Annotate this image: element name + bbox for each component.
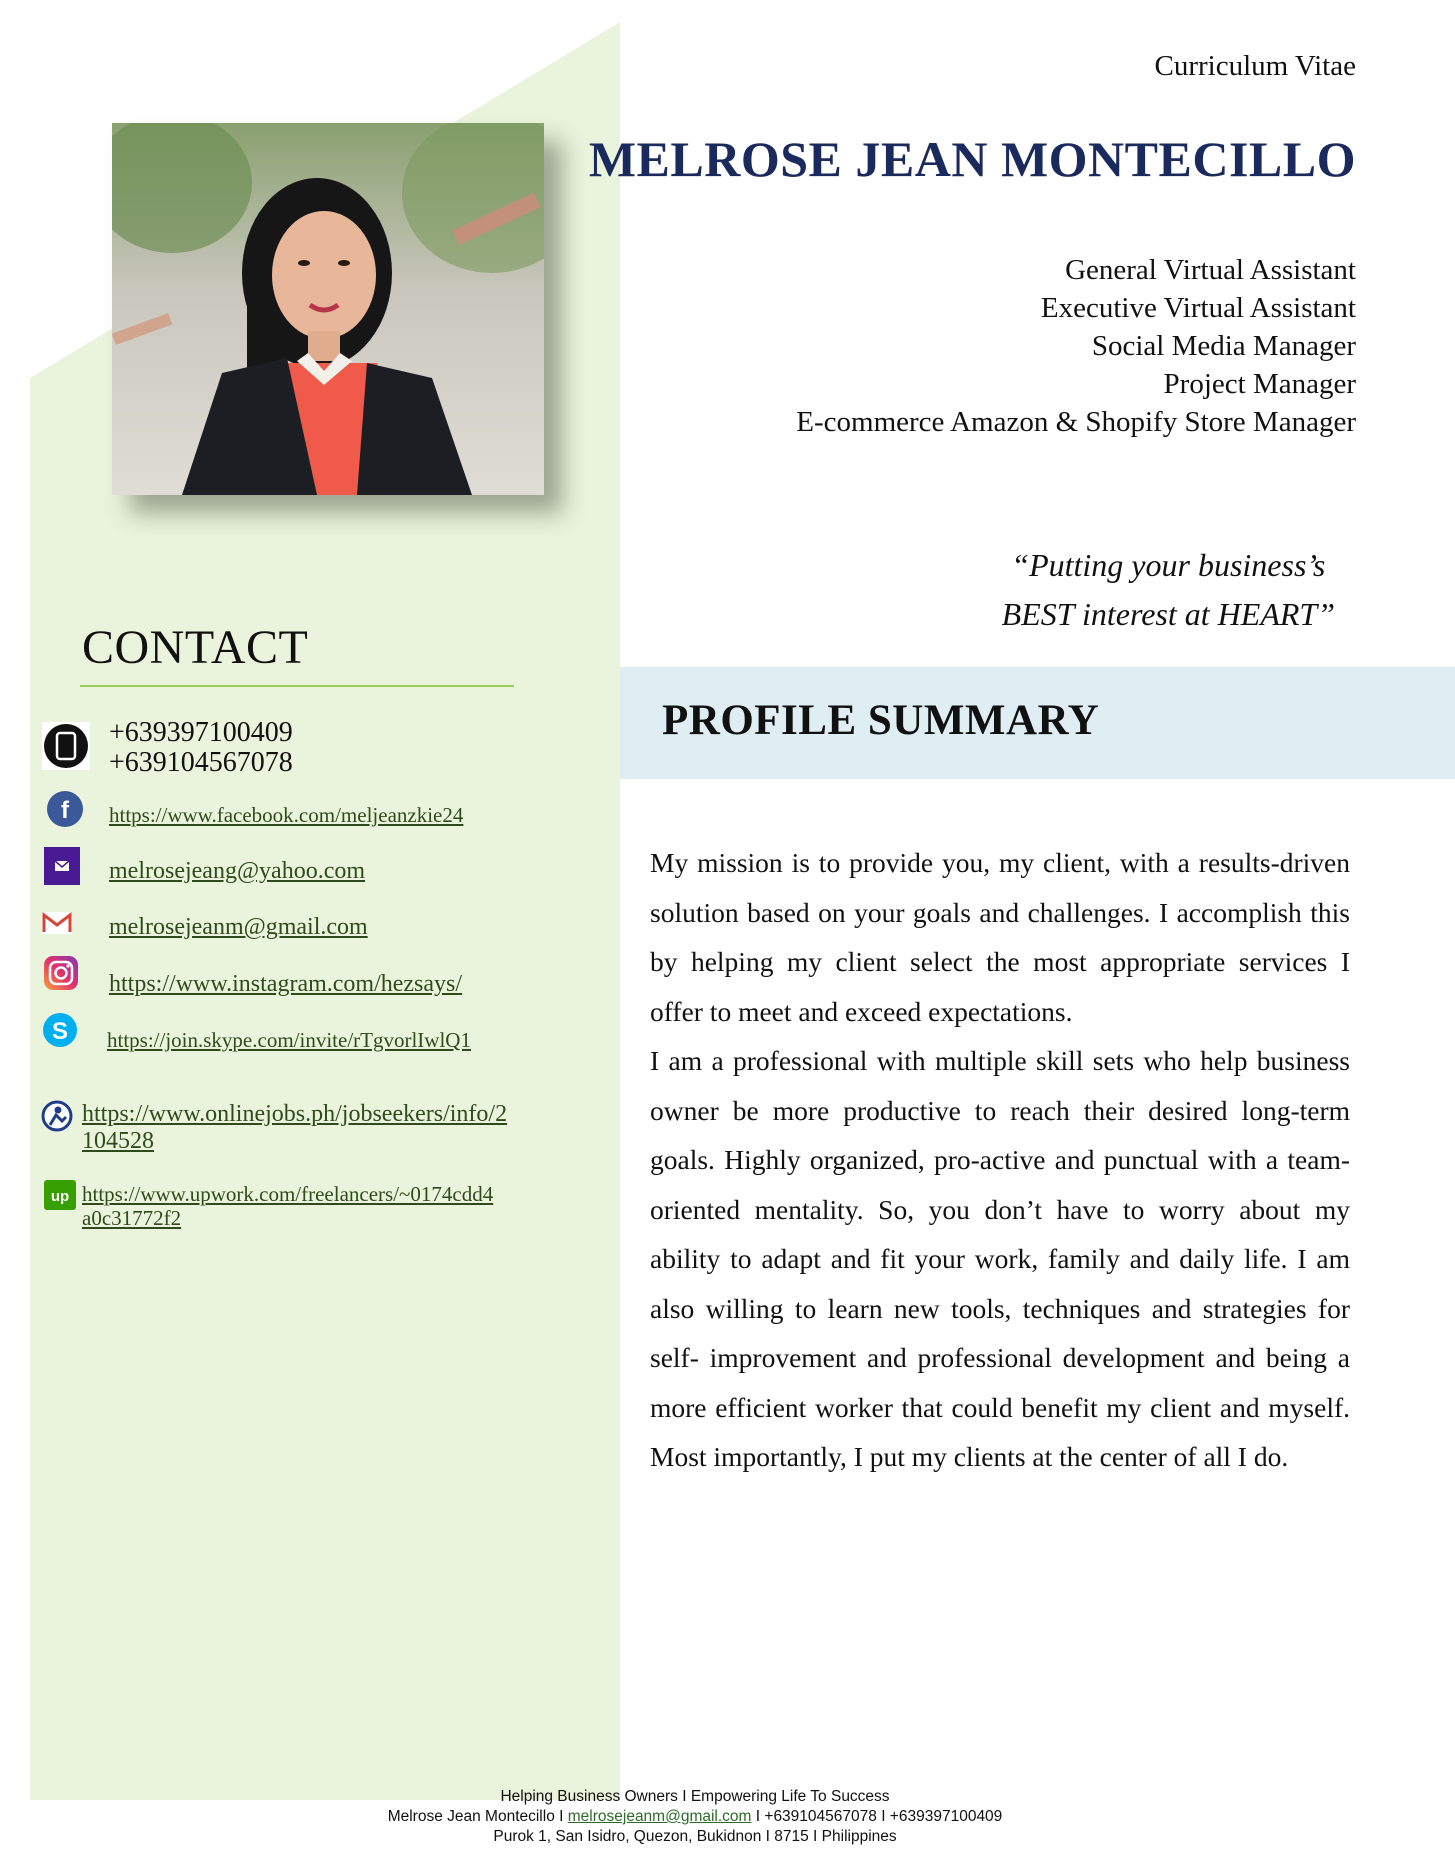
footer-contact-line: [0, 1807, 1390, 1827]
contact-divider: [80, 685, 514, 687]
instagram-icon: [42, 954, 80, 997]
yahoo-mail-icon: [44, 847, 80, 890]
person-name: MELROSE JEAN MONTECILLO: [588, 131, 1356, 187]
profile-summary-text: [650, 838, 1350, 1482]
contact-heading: CONTACT: [82, 621, 309, 674]
upwork-link-continued[interactable]: a0c31772f2: [82, 1206, 182, 1230]
skype-link[interactable]: https://join.skype.com/invite/rTgvorlIwlQ1: [107, 1028, 471, 1052]
summary-paragraph: I am a professional with multiple skill sets who help business owner be more productive to reach their desired long-term goals. Highly organized, pro-active and punctual with a team-oriented mentality. So, you don’t have to worry about my ability to adapt and fit your work, family and daily life. I am also willing to learn new tools, techniques and strategies for self- improvement and professional development and being a more efficient worker that could benefit my client and myself. Most importantly, I put my clients at the center of all I do.: [650, 1045, 1350, 1472]
role-item: General Virtual Assistant: [1065, 254, 1356, 286]
yahoo-email-link[interactable]: melrosejeang@yahoo.com: [109, 858, 366, 884]
upwork-link[interactable]: https://www.upwork.com/freelancers/~0174cdd4: [82, 1182, 494, 1206]
quote-line: “Putting your business’s: [1011, 547, 1326, 583]
footer-email-link[interactable]: melrosejeanm@gmail.com: [567, 1808, 752, 1825]
onlinejobs-link-continued[interactable]: 104528: [82, 1128, 154, 1154]
summary-paragraph: My mission is to provide you, my client, with a results-driven solution based on your goals and challenges. I accomplish this by helping my client select the most appropriate services I offer to meet and exceed expectations.: [650, 847, 1350, 1027]
quote-line: BEST interest at HEART”: [1001, 596, 1335, 632]
phone-number: +639397100409: [109, 717, 293, 748]
role-item: Project Manager: [1163, 368, 1356, 400]
skype-icon: [42, 1012, 78, 1053]
footer-phones: I +639104567078 I +639397100409: [751, 1808, 1003, 1825]
page-footer: [0, 1787, 1390, 1847]
instagram-link[interactable]: https://www.instagram.com/hezsays/: [109, 971, 463, 997]
onlinejobs-link[interactable]: https://www.onlinejobs.ph/jobseekers/info/2: [82, 1101, 508, 1127]
role-item: E-commerce Amazon & Shopify Store Manager: [796, 406, 1356, 438]
svg-text:S: S: [51, 1018, 69, 1045]
phone-number: +639104567078: [109, 747, 293, 778]
role-item: Social Media Manager: [1091, 330, 1356, 362]
phone-numbers: [109, 718, 293, 778]
tagline-quote: [1002, 541, 1335, 639]
svg-text:up: up: [50, 1188, 70, 1205]
role-list: [796, 251, 1356, 441]
profile-photo: [112, 123, 544, 495]
footer-name: Melrose Jean Montecillo I: [387, 1808, 568, 1825]
document-label: Curriculum Vitae: [1154, 50, 1356, 82]
phone-icon: [42, 722, 90, 775]
gmail-link[interactable]: melrosejeanm@gmail.com: [109, 914, 368, 940]
footer-tagline: Helping Business Owners I Empowering Life To Success: [500, 1788, 890, 1805]
gmail-icon: [42, 912, 72, 939]
upwork-link-block: [82, 1182, 493, 1230]
facebook-link[interactable]: https://www.facebook.com/meljeanzkie24: [109, 803, 464, 827]
facebook-icon: [46, 790, 84, 833]
footer-address: Purok 1, San Isidro, Quezon, Bukidnon I 8715 I Philippines: [493, 1828, 897, 1845]
role-item: Executive Virtual Assistant: [1040, 292, 1356, 324]
onlinejobs-link-block: [82, 1101, 507, 1155]
svg-text:f: f: [61, 797, 69, 824]
profile-summary-heading: PROFILE SUMMARY: [662, 697, 1100, 744]
onlinejobs-icon: [40, 1099, 74, 1138]
upwork-icon: [44, 1180, 76, 1215]
